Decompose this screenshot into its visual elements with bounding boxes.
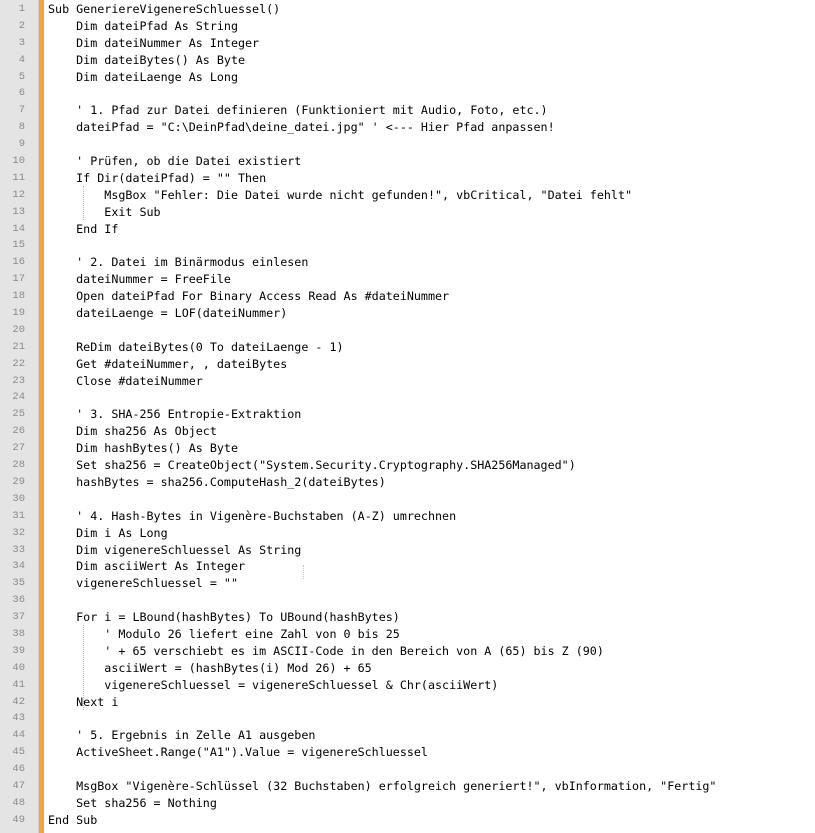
code-line[interactable]	[0, 305, 815, 322]
code-line[interactable]	[0, 626, 815, 643]
code-text[interactable]: End If	[48, 221, 119, 236]
code-text[interactable]: vigenereSchluessel = vigenereSchluessel & Chr(asciiWert)	[48, 677, 499, 692]
code-line[interactable]	[0, 322, 815, 339]
code-line[interactable]	[0, 609, 815, 626]
line-number: 1	[18, 3, 25, 15]
code-text[interactable]: MsgBox "Vigenère-Schlüssel (32 Buchstaben) erfolgreich generiert!", vbInformation, "Fertig"	[48, 778, 717, 793]
code-line[interactable]	[0, 778, 815, 795]
line-number: 22	[12, 357, 25, 370]
code-text[interactable]: For i = LBound(hashBytes) To UBound(hashBytes)	[48, 610, 400, 625]
code-text[interactable]: ' Modulo 26 liefert eine Zahl von 0 bis 25	[48, 626, 400, 641]
code-text[interactable]: ' Prüfen, ob die Datei existiert	[48, 154, 302, 169]
code-line[interactable]	[0, 85, 815, 102]
code-line[interactable]	[0, 170, 815, 187]
code-text[interactable]: dateiLaenge = LOF(dateiNummer)	[48, 306, 288, 321]
code-line[interactable]	[0, 339, 815, 356]
code-text[interactable]: Next i	[48, 694, 119, 709]
code-text[interactable]: Dim dateiPfad As String	[48, 18, 238, 33]
code-line[interactable]	[0, 575, 815, 592]
line-number: 41	[12, 678, 25, 691]
code-line[interactable]	[0, 744, 815, 761]
code-text[interactable]: Dim asciiWert As Integer	[48, 559, 246, 574]
code-text[interactable]: Set sha256 = CreateObject("System.Security.Cryptography.SHA256Managed")	[48, 458, 576, 473]
line-number: 14	[12, 222, 25, 235]
line-number: 21	[12, 340, 25, 353]
code-line[interactable]	[0, 271, 815, 288]
line-number: 17	[12, 273, 25, 286]
code-line[interactable]	[0, 102, 815, 119]
line-number: 47	[12, 779, 25, 792]
code-text[interactable]: asciiWert = (hashBytes(i) Mod 26) + 65	[48, 660, 372, 675]
line-number: 49	[12, 813, 25, 826]
code-line[interactable]	[0, 18, 815, 35]
code-line[interactable]	[0, 288, 815, 305]
line-number: 5	[18, 70, 25, 83]
line-number: 43	[12, 712, 25, 725]
line-number: 18	[12, 290, 25, 303]
code-line[interactable]	[0, 795, 815, 812]
code-line[interactable]	[0, 187, 815, 204]
line-number: 31	[12, 509, 25, 522]
line-number: 48	[12, 796, 25, 809]
code-line[interactable]	[0, 660, 815, 677]
line-number: 46	[12, 763, 25, 776]
code-line[interactable]	[0, 136, 815, 153]
code-line[interactable]	[0, 440, 815, 457]
line-number: 45	[12, 746, 25, 759]
line-number: 33	[12, 543, 25, 556]
code-text[interactable]: vigenereSchluessel = ""	[48, 576, 238, 591]
line-number: 7	[18, 104, 25, 117]
code-line[interactable]	[0, 221, 815, 238]
line-number: 37	[12, 611, 25, 624]
code-text[interactable]: MsgBox "Fehler: Die Datei wurde nicht gefunden!", vbCritical, "Datei fehlt"	[48, 187, 633, 202]
code-line[interactable]	[0, 254, 815, 271]
code-text[interactable]: Dim vigenereSchluessel As String	[48, 542, 302, 557]
code-line[interactable]	[0, 710, 815, 727]
code-text[interactable]: Dim dateiLaenge As Long	[48, 69, 238, 84]
code-line[interactable]	[0, 204, 815, 221]
code-line[interactable]	[0, 406, 815, 423]
code-line[interactable]	[0, 677, 815, 694]
line-number: 36	[12, 594, 25, 607]
line-number: 13	[12, 205, 25, 218]
code-line[interactable]	[0, 52, 815, 69]
line-number: 44	[12, 729, 25, 742]
code-text[interactable]: Get #dateiNummer, , dateiBytes	[48, 356, 288, 371]
code-line[interactable]	[0, 727, 815, 744]
code-text[interactable]: End Sub	[48, 812, 98, 827]
line-number: 39	[12, 644, 25, 657]
code-line[interactable]	[0, 423, 815, 440]
code-line[interactable]	[0, 491, 815, 508]
line-number: 30	[12, 492, 25, 505]
code-line[interactable]	[0, 1, 815, 18]
code-line[interactable]	[0, 457, 815, 474]
line-number: 10	[12, 155, 25, 168]
code-line[interactable]	[0, 474, 815, 491]
code-text[interactable]: Sub GeneriereVigenereSchluessel()	[48, 2, 281, 16]
code-line[interactable]	[0, 356, 815, 373]
line-number: 6	[18, 87, 25, 100]
code-text[interactable]: Set sha256 = Nothing	[48, 795, 217, 810]
code-line[interactable]	[0, 694, 815, 711]
code-text[interactable]: Dim dateiBytes() As Byte	[48, 52, 246, 67]
line-number: 32	[12, 526, 25, 539]
code-line[interactable]	[0, 812, 815, 829]
code-line[interactable]	[0, 153, 815, 170]
line-number: 9	[18, 138, 25, 151]
code-text[interactable]: ReDim dateiBytes(0 To dateiLaenge - 1)	[48, 339, 344, 354]
code-text[interactable]: Dim dateiNummer As Integer	[48, 35, 260, 50]
code-line[interactable]	[0, 373, 815, 390]
line-number: 19	[12, 307, 25, 320]
line-number: 24	[12, 391, 25, 404]
code-text[interactable]: If Dir(dateiPfad) = "" Then	[48, 170, 267, 185]
code-line[interactable]	[0, 643, 815, 660]
line-number: 23	[12, 374, 25, 387]
code-line[interactable]	[0, 69, 815, 86]
line-number: 11	[12, 171, 25, 184]
line-number: 4	[18, 53, 25, 66]
line-number: 29	[12, 475, 25, 488]
code-text[interactable]: Dim i As Long	[48, 525, 168, 540]
line-number: 34	[12, 560, 25, 573]
code-line[interactable]	[0, 542, 815, 559]
line-number: 27	[12, 442, 25, 455]
code-text[interactable]: Dim sha256 As Object	[48, 424, 217, 439]
line-number: 25	[12, 408, 25, 421]
code-line[interactable]	[0, 119, 815, 136]
code-line[interactable]	[0, 35, 815, 52]
line-number: 35	[12, 577, 25, 590]
code-text[interactable]: dateiPfad = "C:\DeinPfad\deine_datei.jpg" ' <--- Hier Pfad anpassen!	[48, 120, 555, 135]
code-line[interactable]	[0, 558, 815, 575]
code-text[interactable]: ActiveSheet.Range("A1").Value = vigenereSchluessel	[48, 745, 428, 760]
code-text[interactable]: ' 3. SHA-256 Entropie-Extraktion	[48, 407, 302, 422]
code-text[interactable]: Dim hashBytes() As Byte	[48, 441, 238, 456]
code-text[interactable]: Close #dateiNummer	[48, 373, 203, 388]
code-line[interactable]	[0, 525, 815, 542]
line-number: 15	[12, 239, 25, 252]
code-text[interactable]: ' 4. Hash-Bytes in Vigenère-Buchstaben (A-Z) umrechnen	[48, 508, 457, 523]
code-text[interactable]: ' 5. Ergebnis in Zelle A1 ausgeben	[48, 728, 316, 743]
code-text[interactable]: Exit Sub	[48, 204, 161, 219]
line-number: 42	[12, 695, 25, 708]
line-number: 28	[12, 459, 25, 472]
code-lines[interactable]	[0, 1, 815, 829]
code-line[interactable]	[0, 592, 815, 609]
line-number: 40	[12, 661, 25, 674]
code-line[interactable]	[0, 389, 815, 406]
code-text[interactable]: dateiNummer = FreeFile	[48, 272, 231, 287]
code-text[interactable]: Open dateiPfad For Binary Access Read As #dateiNummer	[48, 289, 450, 304]
line-number: 16	[12, 256, 25, 269]
code-text[interactable]: ' 2. Datei im Binärmodus einlesen	[48, 255, 309, 270]
line-number: 12	[12, 188, 25, 201]
line-number: 8	[18, 121, 25, 134]
code-line[interactable]	[0, 761, 815, 778]
line-number: 2	[18, 19, 25, 32]
code-text[interactable]: ' + 65 verschiebt es im ASCII-Code in den Bereich von A (65) bis Z (90)	[48, 643, 604, 658]
code-line[interactable]	[0, 237, 815, 254]
code-text[interactable]: hashBytes = sha256.ComputeHash_2(dateiBytes)	[48, 474, 386, 489]
code-line[interactable]	[0, 508, 815, 525]
line-number: 20	[12, 323, 25, 336]
line-number: 26	[12, 425, 25, 438]
line-number: 38	[12, 627, 25, 640]
line-number: 3	[18, 36, 25, 49]
code-text[interactable]: ' 1. Pfad zur Datei definieren (Funktioniert mit Audio, Foto, etc.)	[48, 103, 548, 118]
